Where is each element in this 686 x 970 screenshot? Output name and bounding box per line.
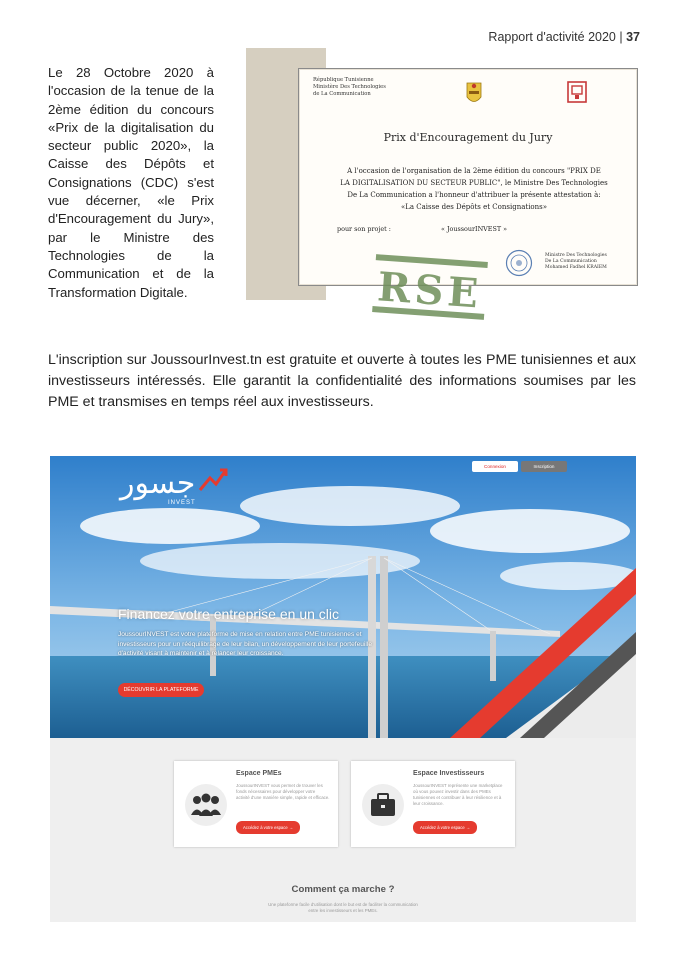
signatory-line: Ministre Des Technologies xyxy=(545,253,607,258)
team-icon xyxy=(184,783,228,827)
investor-card-title: Espace Investisseurs xyxy=(413,770,485,777)
tunisia-emblem-icon xyxy=(464,79,484,107)
signup-button[interactable]: Inscription xyxy=(521,461,567,472)
certificate-line: «La Caisse des Dépôts et Consignations» xyxy=(400,203,548,211)
website-screenshot xyxy=(50,456,636,922)
certificate-line: LA DIGITALISATION DU SECTEUR PUBLIC", le Ministre Des Technologies xyxy=(340,179,608,187)
certificate-project-name: « JoussourINVEST » xyxy=(441,225,508,233)
official-seal-icon xyxy=(505,249,533,277)
ministry-logo-icon xyxy=(567,81,587,103)
pme-access-button[interactable]: Accédez à votre espace → xyxy=(236,821,300,834)
investor-card-text: JoussourINVEST représente une marketplace où vous pouvez investir dans des PMEs tunisiennes et contribuer à leur résilience et à leur croissance. xyxy=(413,783,503,806)
logo-sub: INVEST xyxy=(168,500,196,506)
ministry-line: Ministère Des Technologies xyxy=(313,84,386,90)
signatory-line: De La Communication xyxy=(545,259,597,264)
investor-access-button[interactable]: Accédez à votre espace → xyxy=(413,821,477,834)
certificate-line: De La Communication a l'honneur d'attribuer la présente attestation à: xyxy=(347,191,601,199)
hero-text: JoussourINVEST est votre plateforme de mise en relation entre PME tunisiennes et investisseurs pour un rééquilibrage de leur bilan, un développement de leur portefeuille d'activité visant à maintenir et à relancer leur croissance. xyxy=(118,631,373,657)
certificate-body xyxy=(329,165,619,213)
certificate-project-label: pour son projet : xyxy=(337,225,391,233)
hero-section xyxy=(50,456,636,738)
page-header: Rapport d'activité 2020 | 37 xyxy=(488,30,640,44)
report-title: Rapport d'activité 2020 xyxy=(488,30,616,44)
certificate-title: Prix d'Encouragement du Jury xyxy=(383,131,553,144)
briefcase-icon xyxy=(361,783,405,827)
intro-text: Le 28 Octobre 2020 à l'occasion de la tenue de la 2ème édition du concours «Prix de la digitalisation du secteur public 2020», la Caisse des Dépôts et Consignations (CDC) s'est vue décerner, «le Prix d'Encouragement du Jury», par le Ministre des Technologies de la Communication et de la Transformation Digitale. xyxy=(48,65,214,300)
how-it-works-title: Comment ça marche ? xyxy=(291,884,395,895)
hero-title: Financez votre entreprise en un clic xyxy=(118,606,339,622)
certificate-ministry xyxy=(313,77,386,98)
signatory-line: Mohamed Fadhel KRAIEM xyxy=(545,265,607,270)
certificate-signatory xyxy=(545,253,607,271)
investor-space-card xyxy=(351,761,515,847)
svg-text:RSE: RSE xyxy=(375,263,484,318)
rse-stamp-icon xyxy=(368,254,492,320)
page-number: 37 xyxy=(626,30,640,44)
pme-card-text: JoussourINVEST vous permet de trouver les fonds nécessaires pour développer votre activité d'une manière simple, rapide et efficace. xyxy=(236,783,330,800)
certificate-line: A l'occasion de l'organisation de la 2ème édition du concours "PRIX DE xyxy=(347,167,601,175)
pme-space-card xyxy=(174,761,338,847)
logo-chart-icon xyxy=(198,466,228,494)
pme-card-title: Espace PMEs xyxy=(236,770,282,777)
discover-platform-button[interactable]: DÉCOUVRIR LA PLATEFORME xyxy=(118,683,204,697)
ministry-line: République Tunisienne xyxy=(313,77,374,83)
ministry-line: de La Communication xyxy=(313,91,371,97)
logo-arabic: جسور xyxy=(120,466,196,501)
how-it-works-text: Une plateforme facile d'utilisation dont le but est de faciliter la communication entre les investisseurs et les PMEs. xyxy=(268,902,418,913)
registration-paragraph: L'inscription sur JoussourInvest.tn est gratuite et ouverte à toutes les PME tunisiennes et aux investisseurs intéressés. Elle garantit la confidentialité des informations soumises par les PME et transmises en temps réel aux investisseurs. xyxy=(48,352,636,410)
login-button[interactable]: Connexion xyxy=(472,461,518,472)
